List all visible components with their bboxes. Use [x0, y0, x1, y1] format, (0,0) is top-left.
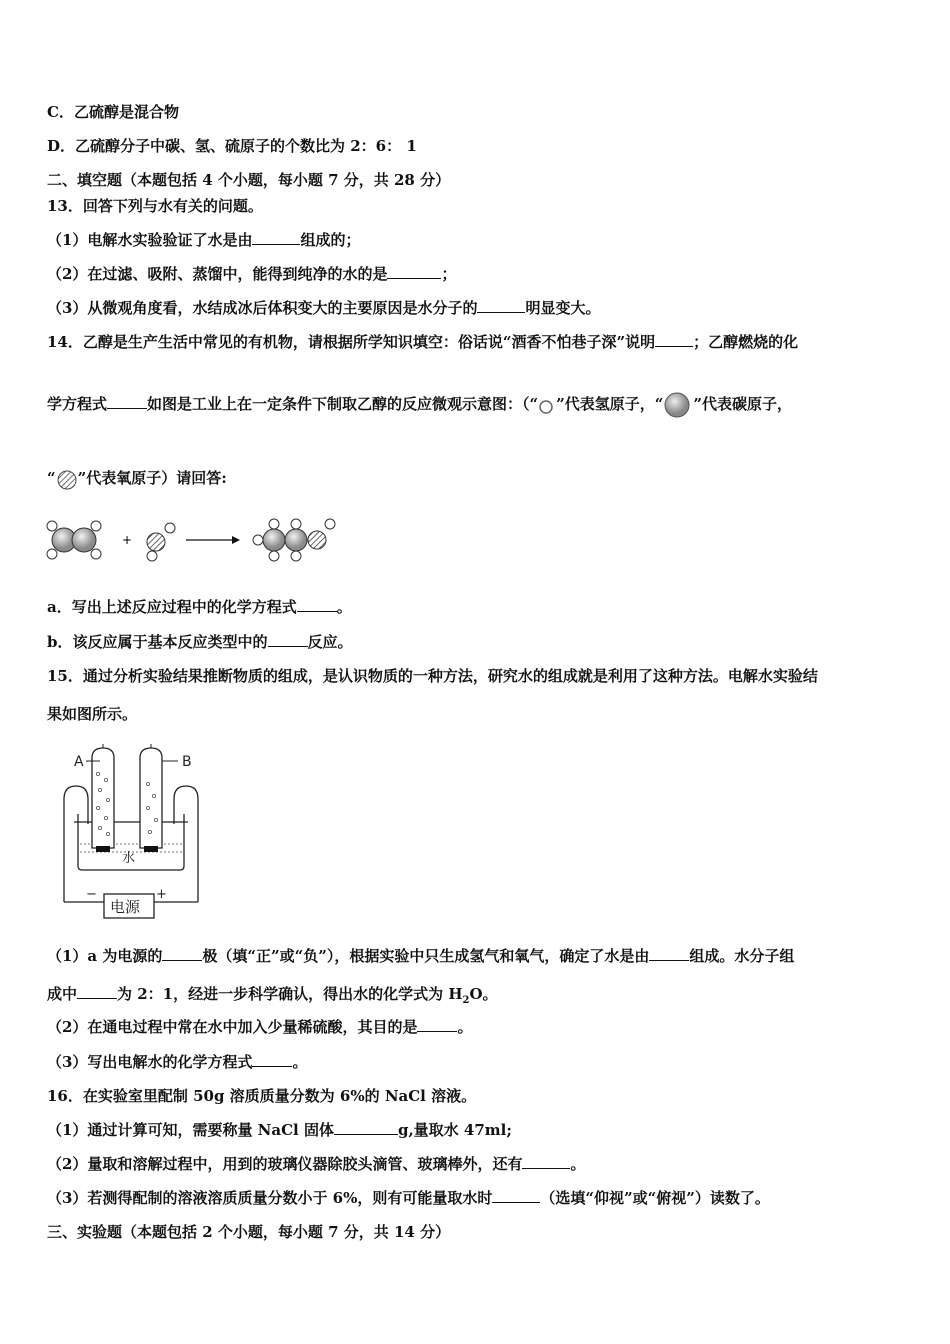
question-14-line3: [47, 468, 227, 488]
q14-a-text-end: 。: [336, 598, 352, 616]
q13-part3-text-end: 明显变大。: [525, 299, 601, 317]
negative-sign: −: [86, 887, 97, 902]
q13-part2-text: （2）在过滤、吸附、蒸馏中，能得到纯净的水的是: [47, 265, 388, 283]
q15-1-text-d: 成中: [47, 985, 78, 1003]
answer-blank[interactable]: [492, 1188, 540, 1203]
answer-blank[interactable]: [252, 1052, 292, 1067]
q15-1-text-c: 组成。水分子组: [689, 947, 795, 965]
q13-part1-text: （1）电解水实验验证了水是由: [47, 231, 253, 249]
answer-blank[interactable]: [252, 230, 300, 245]
electrolysis-apparatus: [58, 744, 208, 922]
q13-part3: [47, 298, 600, 318]
q15-1-text-a: （1）a 为电源的: [47, 947, 163, 965]
q14-b-text-end: 反应。: [307, 633, 353, 651]
question-13: 13．回答下列与水有关的问题。: [47, 197, 263, 215]
question-16: 16．在实验室里配制 50g 溶质质量分数为 6%的 NaCl 溶液。: [47, 1087, 477, 1105]
q16-1-text: （1）通过计算可知，需要称量 NaCl 固体: [47, 1121, 334, 1139]
answer-blank[interactable]: [268, 632, 308, 647]
q14-text-h: ”代表氧原子）请回答:: [77, 469, 227, 487]
q16-part1: [47, 1120, 512, 1140]
answer-blank[interactable]: [477, 298, 525, 313]
arrow-head-icon: [232, 536, 240, 544]
label-a: A: [74, 754, 84, 770]
answer-blank[interactable]: [107, 394, 147, 409]
q16-1-text-end: g,量取水 47ml;: [397, 1121, 512, 1139]
section-3-heading: 三、实验题（本题包括 2 个小题，每小题 7 分，共 14 分）: [47, 1223, 451, 1241]
q16-2-text: （2）量取和溶解过程中，用到的玻璃仪器除胶头滴管、玻璃棒外，还有: [47, 1155, 523, 1173]
q15-1-text-e: 为 2：1，经进一步科学确认，得出水的化学式为 H: [117, 985, 463, 1003]
answer-blank[interactable]: [162, 946, 202, 961]
q14-text-end: ；乙醇燃烧的化: [693, 333, 799, 351]
q16-3-text: （3）若测得配制的溶液溶质质量分数小于 6%，则有可能量取水时: [47, 1189, 493, 1207]
q13-part2: [47, 264, 456, 284]
label-b: B: [182, 754, 192, 770]
q15-2-text-end: 。: [457, 1018, 473, 1036]
q14-text-g: “: [47, 469, 56, 487]
q14-text-c: 学方程式: [47, 395, 108, 413]
subscript-2: 2: [462, 995, 470, 1006]
q14-text: 14．乙醇是生产生活中常见的有机物，请根据所学知识填空：俗话说“酒香不怕巷子深”说明: [47, 333, 656, 351]
q16-part3: [47, 1188, 770, 1208]
q16-part2: [47, 1154, 585, 1174]
answer-blank[interactable]: [649, 946, 689, 961]
q14-a-text: a．写出上述反应过程中的化学方程式: [47, 598, 297, 616]
q13-part2-text-end: ；: [441, 265, 457, 283]
q13-part1-text-end: 组成的；: [300, 231, 361, 249]
answer-blank[interactable]: [387, 264, 441, 279]
power-label: 电源: [110, 898, 141, 916]
answer-blank[interactable]: [334, 1120, 398, 1135]
question-15-line1: 15．通过分析实验结果推断物质的组成，是认识物质的一种方法，研究水的组成就是利用了这种方法。电解水实验结: [47, 667, 818, 685]
q14-text-f: ”代表碳原子，: [693, 395, 793, 413]
q15-part3: [47, 1052, 307, 1072]
positive-sign: +: [156, 887, 167, 902]
water-molecule: [147, 523, 175, 561]
q15-part1-line1: [47, 946, 794, 966]
ethanol-molecule: [253, 519, 335, 561]
answer-blank[interactable]: [417, 1017, 457, 1032]
q14-part-b: [47, 632, 353, 652]
question-15-line2: 果如图所示。: [47, 705, 138, 723]
q15-2-text: （2）在通电过程中常在水中加入少量稀硫酸，其目的是: [47, 1018, 418, 1036]
q15-part2: [47, 1017, 472, 1037]
answer-blank[interactable]: [655, 332, 693, 347]
q14-b-text: b．该反应属于基本反应类型中的: [47, 633, 268, 651]
q15-3-text: （3）写出电解水的化学方程式: [47, 1053, 253, 1071]
answer-blank[interactable]: [297, 597, 337, 612]
q15-part1-line2: [47, 984, 498, 1011]
question-14-line2: [47, 394, 792, 414]
q14-text-e: ”代表氢原子，“: [556, 395, 664, 413]
section-2-heading: 二、填空题（本题包括 4 个小题，每小题 7 分，共 28 分）: [47, 171, 451, 189]
plus-sign: +: [122, 533, 133, 547]
q14-part-a: [47, 597, 352, 617]
q13-part1: [47, 230, 360, 250]
q15-1-text-g: O。: [469, 985, 498, 1003]
answer-blank[interactable]: [77, 984, 117, 999]
q14-text-d: 如图是工业上在一定条件下制取乙醇的反应微观示意图：（“: [147, 395, 539, 413]
option-d: D．乙硫醇分子中碳、氢、硫原子的个数比为 2：6： 1: [47, 137, 417, 155]
option-c: C．乙硫醇是混合物: [47, 103, 179, 121]
q16-2-text-end: 。: [570, 1155, 586, 1173]
q15-1-text-b: 极（填“正”或“负”），根据实验中只生成氢气和氧气，确定了水是由: [202, 947, 650, 965]
q13-part3-text: （3）从微观角度看，水结成冰后体积变大的主要原因是水分子的: [47, 299, 478, 317]
ethylene-molecule: [47, 521, 101, 559]
question-14-line1: [47, 332, 798, 352]
q16-3-text-end: （选填“仰视”或“俯视”）读数了。: [540, 1189, 770, 1207]
water-label: 水: [122, 851, 136, 866]
reaction-diagram: [44, 512, 344, 568]
answer-blank[interactable]: [522, 1154, 570, 1169]
q15-3-text-end: 。: [292, 1053, 308, 1071]
